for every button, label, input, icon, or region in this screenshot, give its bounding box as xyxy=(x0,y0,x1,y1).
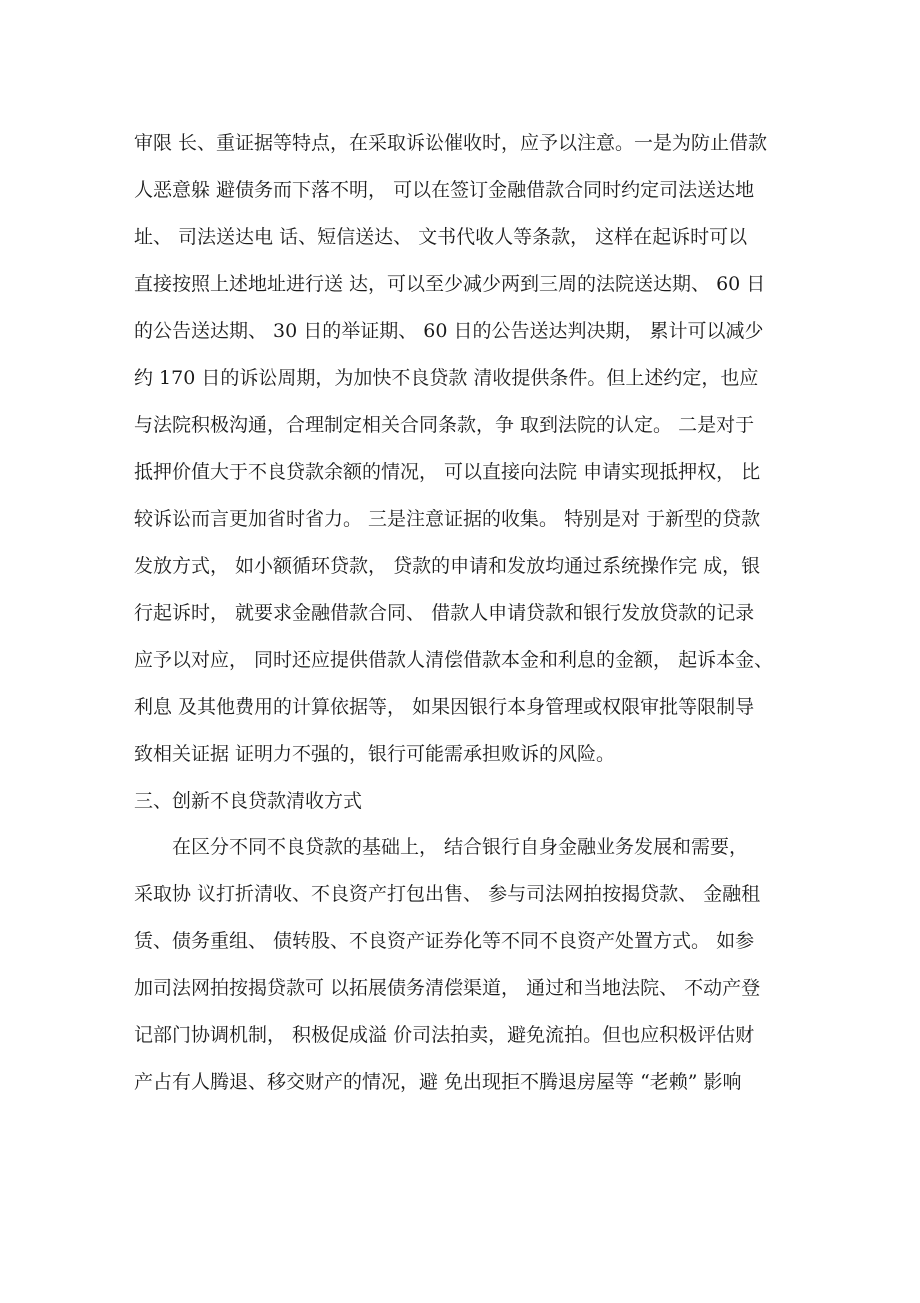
text-line: 直接按照上述地址进行送 达，可以至少减少两到三周的法院送达期、 60 日 xyxy=(134,273,766,295)
body-paragraph-1 xyxy=(134,120,794,778)
text-line: 人恶意躲 避债务而下落不明， 可以在签订金融借款合同时约定司法送达地 xyxy=(134,179,755,201)
text-line: 约 170 日的诉讼周期，为加快不良贷款 清收提供条件。但上述约定，也应 xyxy=(134,367,759,389)
text-line: 址、 司法送达电 话、短信送达、 文书代收人等条款， 这样在起诉时可以 xyxy=(134,226,748,248)
text-line: 审限 长、重证据等特点，在采取诉讼催收时，应予以注意。一是为防止借款 xyxy=(134,132,768,154)
text-line: 在区分不同不良贷款的基础上， 结合银行自身金融业务发展和需要， xyxy=(172,836,749,858)
text-line: 行起诉时， 就要求金融借款合同、 借款人申请贷款和银行发放贷款的记录 xyxy=(134,602,755,624)
text-line: 的公告送达期、 30 日的举证期、 60 日的公告送达判决期， 累计可以减少 xyxy=(134,320,764,342)
text-line: 抵押价值大于不良贷款余额的情况， 可以直接向法院 申请实现抵押权， 比 xyxy=(134,461,761,483)
text-line: 与法院积极沟通，合理制定相关合同条款，争 取到法院的认定。 二是对于 xyxy=(134,414,755,436)
text-line: 致相关证据 证明力不强的，银行可能需承担败诉的风险。 xyxy=(134,743,616,765)
section-heading: 三、创新不良贷款清收方式 xyxy=(134,790,363,812)
text-line: 采取协 议打折清收、不良资产打包出售、 参与司法网拍按揭贷款、 金融租 xyxy=(134,883,761,905)
body-paragraph-2 xyxy=(134,824,794,1106)
text-line: 记部门协调机制， 积极促成溢 价司法拍卖，避免流拍。但也应积极评估财 xyxy=(134,1024,755,1046)
text-line: 较诉讼而言更加省时省力。 三是注意证据的收集。 特别是对 于新型的贷款 xyxy=(134,508,761,530)
text-line: 利息 及其他费用的计算依据等， 如果因银行本身管理或权限审批等限制导 xyxy=(134,696,755,718)
text-line: 赁、债务重组、 债转股、不良资产证券化等不同不良资产处置方式。 如参 xyxy=(134,930,755,952)
text-line: 发放方式， 如小额循环贷款， 贷款的申请和发放均通过系统操作完 成，银 xyxy=(134,555,761,577)
text-line: 应予以对应， 同时还应提供借款人清偿借款本金和利息的金额， 起诉本金、 xyxy=(134,649,774,671)
text-line: 产占有人腾退、移交财产的情况，避 免出现拒不腾退房屋等 “老赖” 影响 xyxy=(134,1071,742,1093)
text-line: 加司法网拍按揭贷款可 以拓展债务清偿渠道， 通过和当地法院、 不动产登 xyxy=(134,977,761,999)
